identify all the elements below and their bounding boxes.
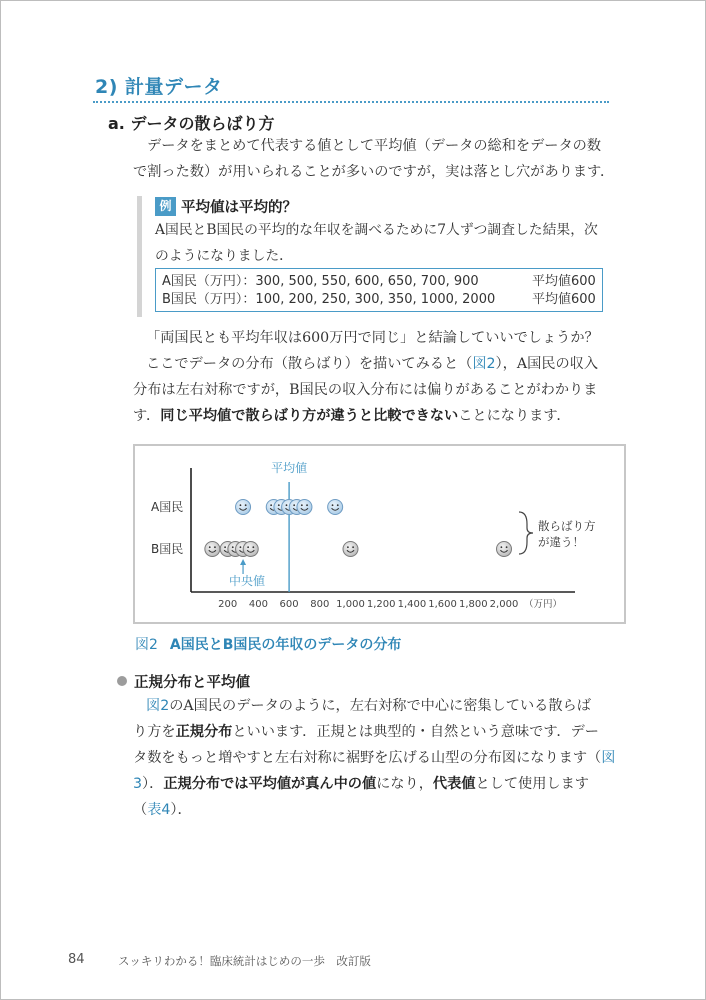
x-tick-label: 600: [279, 599, 299, 610]
x-tick-label: 400: [248, 599, 268, 610]
example-data-box: [155, 268, 603, 312]
x-tick-label: 2,000: [489, 599, 519, 610]
example-line-1: A国民とB国民の平均的な年収を調べるために7人ずつ調査した結果，次: [155, 222, 598, 238]
normal-line-2: り方を正規分布といいます．正規とは典型的・自然という意味です．デー: [133, 724, 599, 740]
x-axis-unit: （万円）: [524, 599, 563, 610]
figure-caption: [135, 634, 401, 654]
x-tick-label: 200: [218, 599, 238, 610]
data-point-smiley: [243, 542, 258, 557]
figure-number: 図2: [135, 637, 158, 653]
median-marker: [240, 559, 246, 574]
normal-line-5: （表4）．: [133, 802, 192, 818]
example-badge: 例: [155, 197, 176, 216]
figure-reference-link[interactable]: 図2: [146, 698, 170, 714]
data-point-smiley: [328, 500, 343, 515]
emphasis-text: 正規分布では平均値が真ん中の値: [163, 776, 377, 792]
row-label-b: B国民: [151, 542, 184, 556]
figure-reference-link[interactable]: 図: [601, 750, 616, 766]
example-side-bar: [137, 196, 142, 317]
emphasis-text: 同じ平均値で散らばり方が違うと比較できない: [160, 408, 459, 424]
data-row-b: [162, 291, 596, 309]
example-line-2: のようになりました．: [155, 248, 293, 264]
subsection-title: a. データの散らばり方: [108, 114, 275, 133]
x-tick-label: 1,800: [458, 599, 488, 610]
mean-label: 平均値: [271, 461, 308, 475]
row-label-a: A国民: [151, 500, 184, 514]
normal-line-3: タ数をもっと増やすと左右対称に裾野を広げる山型の分布図になります（図: [133, 750, 616, 766]
data-row-average: 平均値600: [532, 292, 596, 307]
subheading-normal-distribution: 正規分布と平均値: [134, 675, 250, 691]
data-row-a: [162, 273, 596, 291]
book-title: スッキリわかる！臨床統計はじめの一歩 改訂版: [118, 954, 371, 968]
example-title: 平均値は平均的？: [181, 200, 297, 216]
body-line-1: 「両国民とも平均年収は600万円で同じ」と結論していいでしょうか？: [146, 330, 599, 346]
page-number: 84: [68, 952, 85, 967]
normal-line-1: 図2のA国民のデータのように，左右対称で中心に密集している散らば: [146, 698, 591, 714]
data-row-label: A国民（万円）：300, 500, 550, 600, 650, 700, 900: [162, 274, 479, 289]
brace-bracket: [519, 512, 533, 554]
figure-reference-link[interactable]: 3: [133, 776, 143, 792]
figure-2: [133, 444, 626, 624]
x-tick-label: 1,000: [336, 599, 365, 610]
data-point-smiley: [497, 542, 512, 557]
section-divider: [93, 101, 609, 103]
data-row-average: 平均値600: [532, 274, 596, 289]
x-tick-label: 800: [310, 599, 330, 610]
figure-caption-text: A国民とB国民の年収のデータの分布: [169, 637, 402, 653]
data-point-smiley: [236, 500, 251, 515]
normal-line-4: 3）．正規分布では平均値が真ん中の値になり，代表値として使用します: [133, 776, 589, 792]
emphasis-text: 正規分布: [175, 724, 233, 740]
data-point-smiley: [205, 542, 220, 557]
x-tick-label: 1,400: [397, 599, 427, 610]
figure-reference-link[interactable]: 図2: [472, 356, 496, 372]
data-point-smiley: [297, 500, 312, 515]
section-title: 2) 計量データ: [95, 76, 223, 98]
intro-line-2: で割った数）が用いられることが多いのですが，実は落とし穴があります．: [133, 164, 615, 180]
table-reference-link[interactable]: 表4: [147, 802, 171, 818]
body-line-4: す．同じ平均値で散らばり方が違うと比較できないことになります．: [133, 408, 571, 424]
distribution-chart: [135, 446, 624, 622]
x-tick-label: 1,200: [366, 599, 396, 610]
emphasis-text: 代表値: [432, 776, 476, 792]
annotation-line-1: 散らばり方: [538, 519, 596, 533]
median-label: 中央値: [229, 574, 266, 588]
intro-line-1: データをまとめて代表する値として平均値（データの総和をデータの数: [147, 138, 602, 154]
bullet-dot: [117, 676, 127, 686]
data-row-label: B国民（万円）：100, 200, 250, 300, 350, 1000, 2000: [162, 292, 496, 307]
data-point-smiley: [343, 542, 358, 557]
body-line-2: ここでデータの分布（散らばり）を描いてみると（図2），A国民の収入: [146, 356, 599, 372]
body-line-3: 分布は左右対称ですが，B国民の収入分布には偏りがあることがわかりま: [133, 382, 598, 398]
annotation-line-2: が違う！: [538, 535, 584, 549]
x-tick-label: 1,600: [428, 599, 457, 610]
